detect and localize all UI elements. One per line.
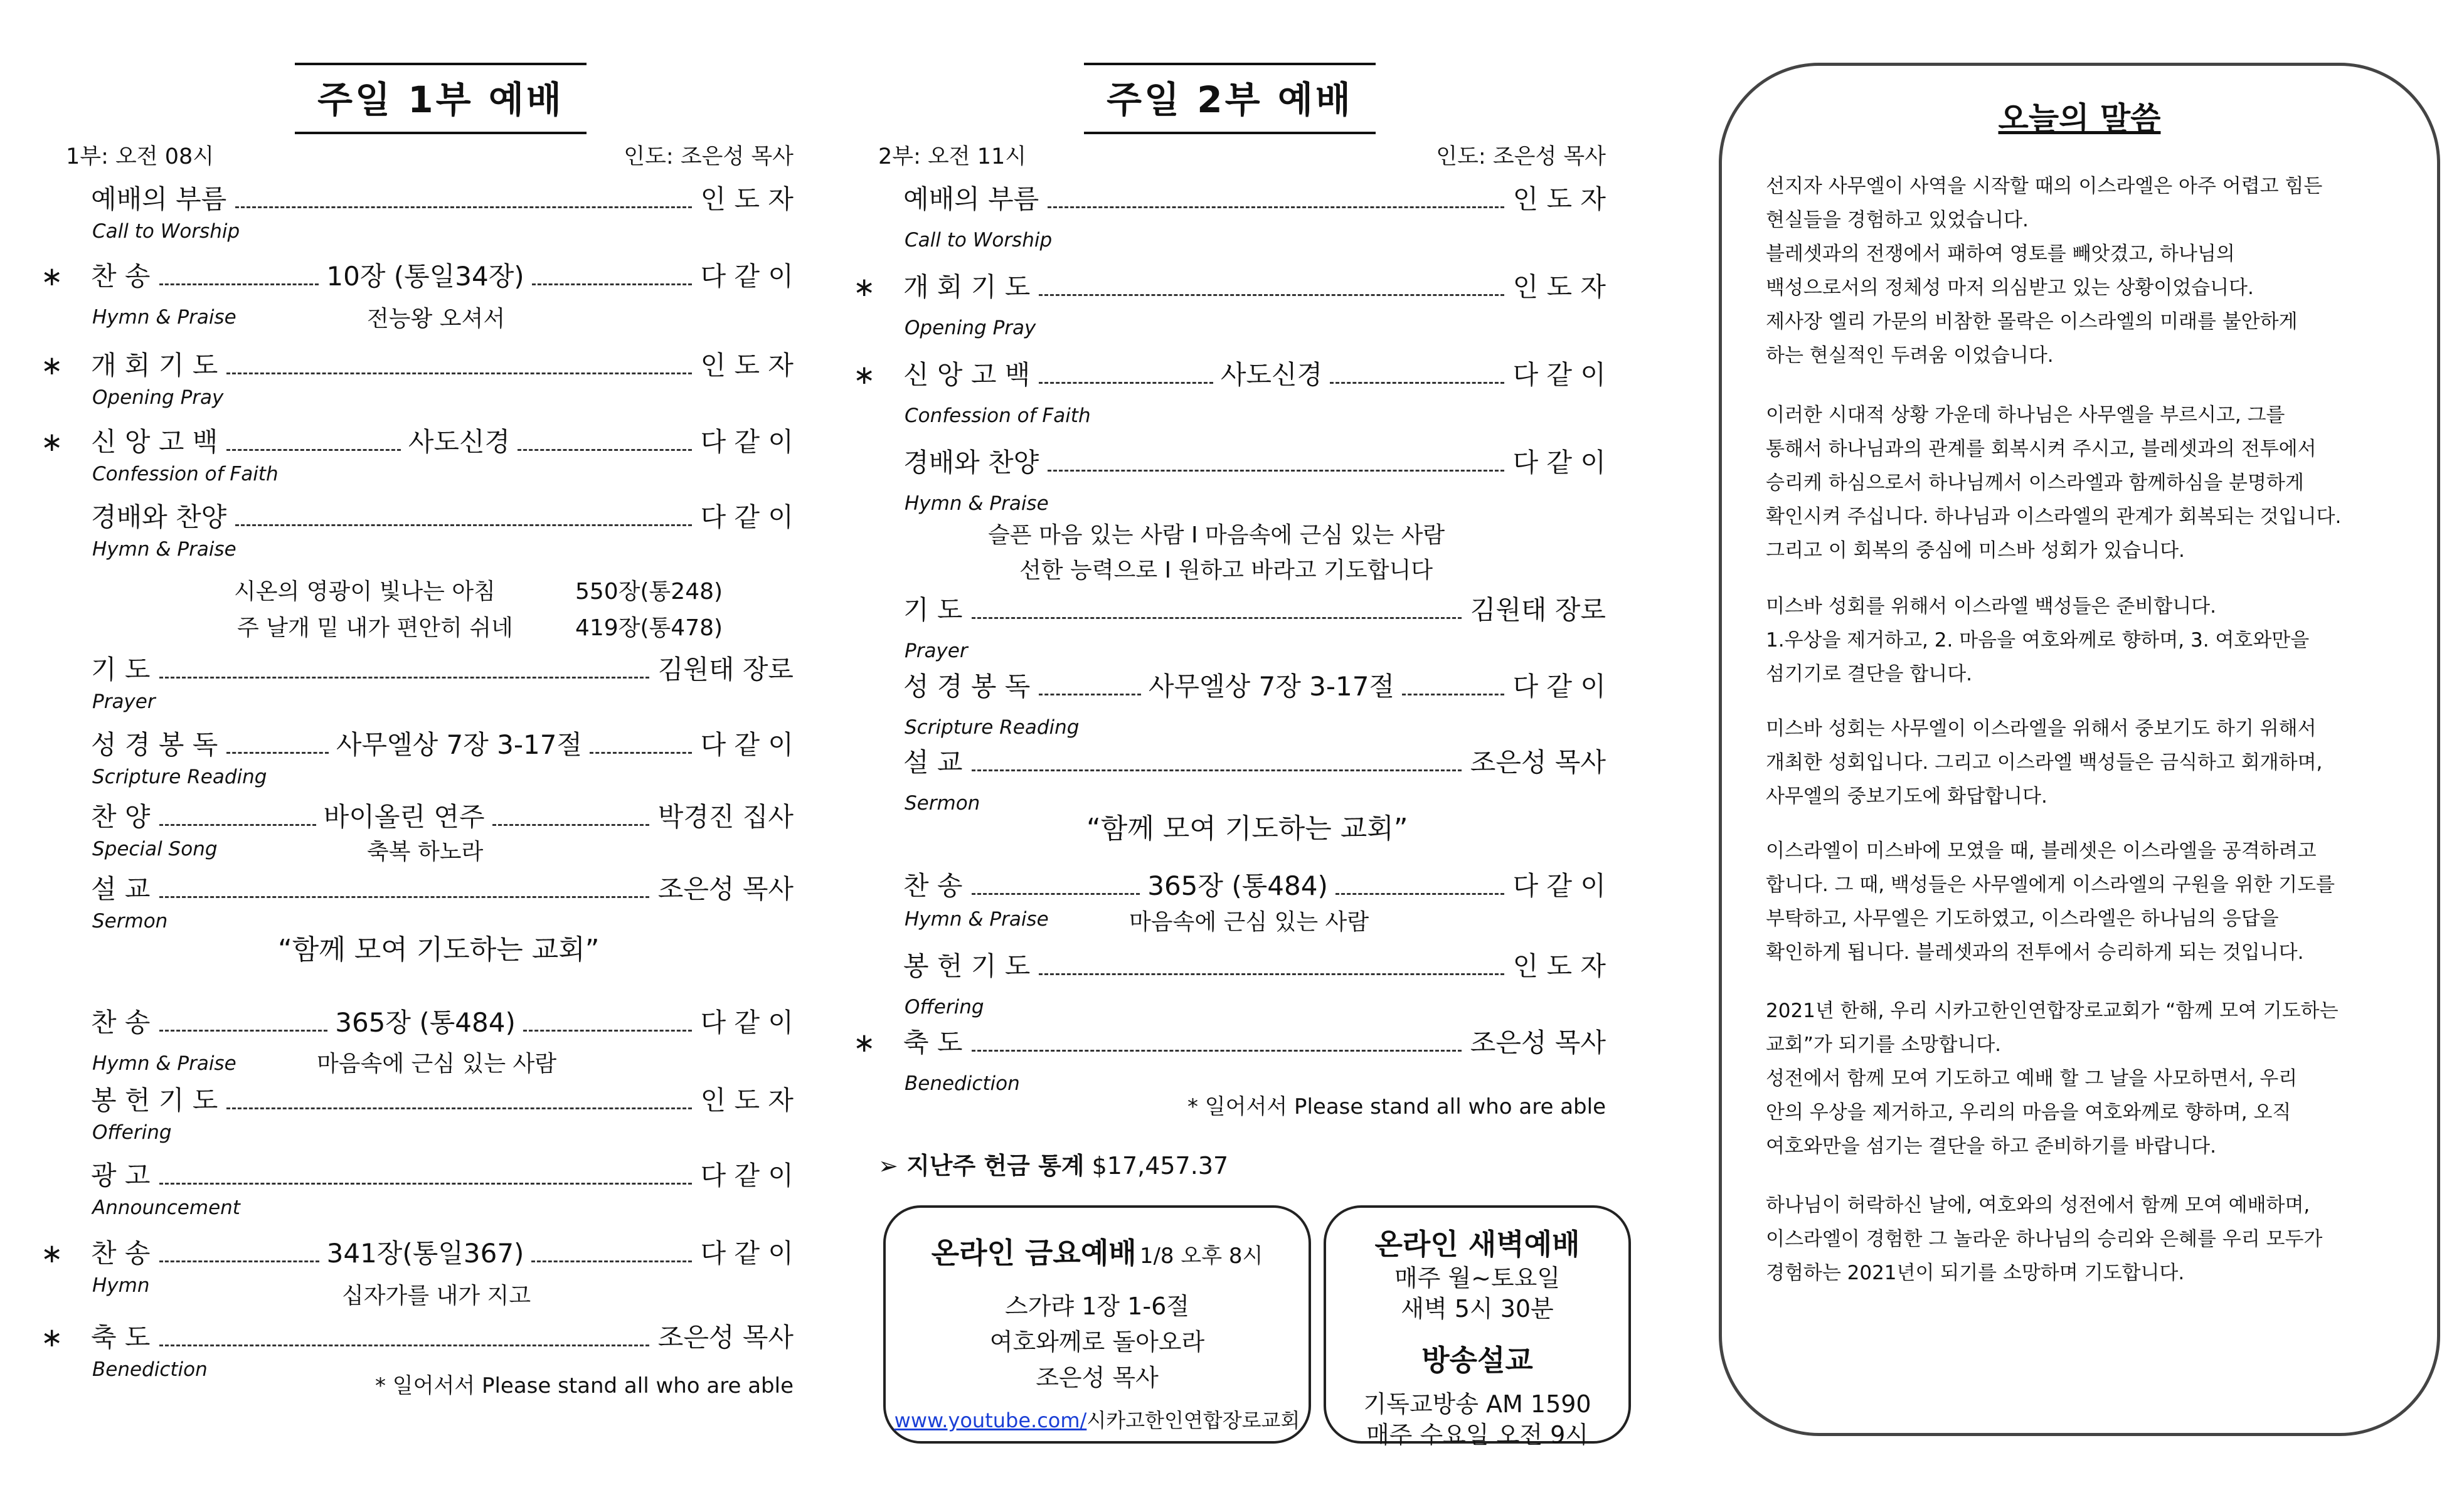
- service2-title: 주일 2부 예배: [1084, 63, 1376, 134]
- item-leader: 인 도 자: [700, 184, 794, 214]
- item-english: Offering: [92, 1121, 172, 1144]
- item-english: Prayer: [92, 690, 156, 713]
- item-english: Opening Pray: [92, 386, 224, 409]
- item-leader: 다 같 이: [700, 1238, 794, 1269]
- order-item: [66, 179, 794, 216]
- word-paragraph: [1766, 994, 2406, 1163]
- service2-time: 2부: 오전 11시: [878, 144, 1027, 169]
- item-label: 성 경 봉 독: [91, 729, 218, 760]
- item-english: Confession of Faith: [92, 463, 279, 485]
- church-motto: “함께 모여 기도하는 교회”: [278, 934, 600, 966]
- item-leader: 다 같 이: [700, 729, 794, 760]
- order-item: [66, 796, 794, 834]
- friday-title: 온라인 금요예배: [931, 1236, 1137, 1270]
- item-detail: 사도신경: [408, 426, 511, 457]
- todays-word-title: 오늘의 말씀: [1998, 100, 2161, 137]
- praise-song-title: 시온의 영광이 빛나는 아침: [234, 579, 496, 605]
- word-line: 안의 우상을 제거하고, 우리의 마음을 여호와께로 향하며, 오직: [1766, 1101, 2291, 1124]
- friday-service-box: [883, 1205, 1311, 1444]
- stand-marker: ∗: [41, 1238, 63, 1269]
- item-english: Hymn & Praise: [92, 1052, 236, 1075]
- order-item: [66, 1155, 794, 1193]
- word-paragraph: [1766, 589, 2406, 691]
- item-english: Benediction: [905, 1072, 1020, 1095]
- item-english: Sermon: [92, 910, 168, 933]
- word-line: 이스라엘이 경험한 그 놀라운 하나님의 승리와 은혜를 우리 모두가: [1766, 1228, 2323, 1250]
- item-english: Prayer: [905, 640, 968, 662]
- word-paragraph: [1766, 398, 2406, 568]
- broadcast-time: 매주 수요일 오전 9시: [1366, 1421, 1589, 1449]
- word-line: 교회”가 되기를 소망합니다.: [1766, 1033, 2002, 1056]
- service1-header: [66, 139, 794, 171]
- word-line: 개최한 성회입니다. 그리고 이스라엘 백성들은 금식하고 회개하며,: [1766, 751, 2323, 774]
- item-english: Hymn & Praise: [905, 492, 1049, 515]
- item-label: 신 앙 고 백: [91, 426, 218, 457]
- item-detail: 10장 (통일34장): [326, 261, 524, 292]
- hymn-title: 축복 하노라: [367, 839, 484, 865]
- item-leader: 인 도 자: [1512, 184, 1606, 214]
- item-english: Offering: [905, 996, 984, 1018]
- item-label: 기 도: [91, 654, 151, 685]
- word-line: 하는 현실적인 두려움 이었습니다.: [1766, 344, 2054, 367]
- item-label: 예배의 부름: [903, 184, 1039, 214]
- item-label: 찬 송: [91, 1007, 151, 1038]
- friday-sermon-title: 여호와께로 돌아오라: [989, 1328, 1205, 1356]
- item-english: Hymn & Praise: [92, 538, 236, 561]
- praise-song-number: 419장(통478): [575, 615, 723, 641]
- order-item: [66, 869, 794, 906]
- dawn-days: 매주 월~토요일: [1394, 1264, 1561, 1292]
- item-english: Hymn & Praise: [905, 908, 1049, 931]
- item-label: 성 경 봉 독: [903, 671, 1031, 702]
- item-label: 찬 양: [91, 801, 151, 832]
- item-leader: 다 같 이: [1512, 447, 1606, 478]
- item-label: 축 도: [91, 1322, 151, 1353]
- item-label: 예배의 부름: [91, 184, 227, 214]
- word-line: 블레셋과의 전쟁에서 패하여 영토를 빼앗겼고, 하나님의: [1766, 243, 2235, 265]
- word-line: 확인하게 됩니다. 블레셋과의 전투에서 승리하게 되는 것입니다.: [1766, 941, 2304, 964]
- word-line: 그리고 이 회복의 중심에 미스바 성회가 있습니다.: [1766, 539, 2185, 562]
- item-detail: 사도신경: [1220, 359, 1323, 390]
- stand-marker: ∗: [853, 1027, 876, 1058]
- word-line: 확인시켜 주십니다. 하나님과 이스라엘의 관계가 회복되는 것입니다.: [1766, 505, 2342, 528]
- item-english: Opening Pray: [905, 317, 1036, 339]
- youtube-channel: 시카고한인연합장로교회: [1086, 1408, 1300, 1432]
- word-paragraph: [1766, 834, 2406, 970]
- item-leader: 조은성 목사: [657, 1322, 794, 1353]
- item-leader: 인 도 자: [1512, 272, 1606, 302]
- word-line: 부탁하고, 사무엘은 기도하였고, 이스라엘은 하나님의 응답을: [1766, 907, 2279, 930]
- offering-label: ➢ 지난주 헌금 통계: [878, 1152, 1085, 1180]
- item-english: Call to Worship: [905, 229, 1053, 251]
- hymn-title: 십자가를 내가 지고: [342, 1283, 531, 1309]
- item-leader: 인 도 자: [1512, 951, 1606, 981]
- item-label: 봉 헌 기 도: [903, 951, 1031, 981]
- word-paragraph: [1766, 169, 2406, 372]
- order-item: [66, 724, 794, 762]
- dawn-service-box: [1324, 1205, 1631, 1449]
- word-line: 제사장 엘리 가문의 비참한 몰락은 이스라엘의 미래를 불안하게: [1766, 310, 2298, 333]
- stand-marker: ∗: [853, 272, 876, 302]
- stand-marker: ∗: [41, 350, 63, 381]
- order-item: [878, 442, 1606, 480]
- praise-song-line: 선한 능력으로 I 원하고 바라고 기도합니다: [1019, 557, 1433, 583]
- service1-leader: 인도: 조은성 목사: [624, 144, 794, 169]
- service2-header: [878, 139, 1606, 171]
- item-detail: 341장(통일367): [326, 1238, 524, 1269]
- word-line: 선지자 사무엘이 사역을 시작할 때의 이스라엘은 아주 어렵고 힘든: [1766, 175, 2323, 198]
- dawn-title: 온라인 새벽예배: [1374, 1227, 1580, 1261]
- broadcast-title: 방송설교: [1421, 1343, 1533, 1377]
- service1-time: 1부: 오전 08시: [66, 144, 215, 169]
- youtube-link-row: [886, 1405, 1309, 1434]
- item-english: Benediction: [92, 1358, 208, 1381]
- item-leader: 인 도 자: [700, 350, 794, 381]
- word-paragraph: [1766, 712, 2406, 813]
- item-leader: 다 같 이: [1512, 671, 1606, 702]
- order-item: [41, 1233, 794, 1271]
- item-english: Hymn & Praise: [92, 306, 236, 329]
- order-item: [853, 354, 1606, 392]
- item-detail: 사무엘상 7장 3-17절: [1148, 671, 1395, 702]
- order-item: [66, 497, 794, 534]
- order-item: [878, 946, 1606, 983]
- offering-stats: [878, 1146, 1228, 1181]
- item-leader: 다 같 이: [700, 502, 794, 532]
- item-english: Scripture Reading: [92, 766, 267, 788]
- word-line: 1.우상을 제거하고, 2. 마음을 여호와께로 향하며, 3. 여호와만을: [1766, 629, 2310, 652]
- hymn-title: 전능왕 오셔서: [367, 306, 506, 332]
- order-item: [878, 742, 1606, 779]
- item-leader: 김원태 장로: [657, 654, 794, 685]
- word-line: 합니다. 그 때, 백성들은 사무엘에게 이스라엘의 구원을 위한 기도를: [1766, 874, 2335, 896]
- item-label: 기 도: [903, 594, 963, 625]
- friday-when: 1/8 오후 8시: [1139, 1244, 1263, 1269]
- item-label: 봉 헌 기 도: [91, 1085, 218, 1116]
- word-line: 승리케 하심으로서 하나님께서 이스라엘과 함께하심을 분명하게: [1766, 472, 2304, 494]
- item-label: 개 회 기 도: [903, 272, 1031, 302]
- item-label: 축 도: [903, 1027, 963, 1058]
- order-item: [878, 865, 1606, 903]
- youtube-link[interactable]: www.youtube.com/: [894, 1408, 1087, 1432]
- item-detail: 사무엘상 7장 3-17절: [336, 729, 583, 760]
- hymn-title: 마음속에 근심 있는 사람: [317, 1051, 557, 1077]
- stand-marker: ∗: [41, 261, 63, 292]
- word-line: 여호와만을 섬기는 결단을 하고 준비하기를 바랍니다.: [1766, 1135, 2216, 1158]
- item-leader: 다 같 이: [1512, 870, 1606, 901]
- church-motto: “함께 모여 기도하는 교회”: [1086, 813, 1408, 845]
- word-line: 경험하는 2021년이 되기를 소망하며 기도합니다.: [1766, 1262, 2185, 1284]
- item-leader: 다 같 이: [700, 1160, 794, 1191]
- word-line: 현실들을 경험하고 있었습니다.: [1766, 209, 2029, 231]
- praise-song-number: 550장(통248): [575, 579, 723, 605]
- word-line: 통해서 하나님과의 관계를 회복시켜 주시고, 블레셋과의 전투에서: [1766, 438, 2317, 460]
- order-item: [878, 666, 1606, 704]
- item-label: 찬 송: [91, 261, 151, 292]
- friday-scripture: 스가랴 1장 1-6절: [1005, 1292, 1189, 1320]
- order-item: [853, 267, 1606, 304]
- order-item: [66, 649, 794, 687]
- item-leader: 다 같 이: [700, 261, 794, 292]
- order-item: [853, 1022, 1606, 1060]
- service2-leader: 인도: 조은성 목사: [1436, 144, 1606, 169]
- item-leader: 조은성 목사: [1470, 1027, 1606, 1058]
- item-leader: 다 같 이: [1512, 359, 1606, 390]
- order-item: [878, 179, 1606, 216]
- item-detail: 365장 (통484): [335, 1007, 516, 1038]
- order-item: [66, 1080, 794, 1118]
- order-item: [41, 345, 794, 383]
- item-detail: 바이올린 연주: [323, 801, 485, 832]
- word-line: 섬기기로 결단을 합니다.: [1766, 663, 1973, 685]
- item-leader: 조은성 목사: [1470, 747, 1606, 778]
- friday-preacher: 조은성 목사: [1036, 1364, 1159, 1392]
- item-english: Special Song: [92, 838, 218, 860]
- item-label: 설 교: [91, 874, 151, 904]
- item-label: 찬 송: [903, 870, 963, 901]
- item-english: Hymn: [92, 1274, 150, 1297]
- broadcast-station: 기독교방송 AM 1590: [1363, 1390, 1591, 1418]
- word-line: 이스라엘이 미스바에 모였을 때, 블레셋은 이스라엘을 공격하려고: [1766, 840, 2317, 862]
- item-english: Sermon: [905, 792, 980, 815]
- item-leader: 다 같 이: [700, 426, 794, 457]
- stand-marker: ∗: [853, 359, 876, 390]
- item-english: Announcement: [92, 1197, 240, 1219]
- stand-note: * 일어서서 Please stand all who are able: [1187, 1094, 1606, 1119]
- item-label: 신 앙 고 백: [903, 359, 1031, 390]
- item-english: Scripture Reading: [905, 716, 1080, 739]
- item-label: 설 교: [903, 747, 963, 778]
- order-item: [41, 421, 794, 459]
- item-label: 개 회 기 도: [91, 350, 218, 381]
- item-detail: 365장 (통484): [1147, 870, 1328, 901]
- item-label: 경배와 찬양: [903, 447, 1039, 478]
- item-leader: 조은성 목사: [657, 874, 794, 904]
- hymn-title: 마음속에 근심 있는 사람: [1129, 909, 1369, 935]
- dawn-time: 새벽 5시 30분: [1401, 1295, 1554, 1323]
- praise-song-line: 슬픈 마음 있는 사람 I 마음속에 근심 있는 사람: [988, 522, 1445, 548]
- order-item: [878, 589, 1606, 627]
- word-line: 미스바 성회를 위해서 이스라엘 백성들은 준비합니다.: [1766, 595, 2216, 618]
- word-line: 이러한 시대적 상황 가운데 하나님은 사무엘을 부르시고, 그를: [1766, 404, 2285, 426]
- word-line: 하나님이 허락하신 날에, 여호와의 성전에서 함께 모여 예배하며,: [1766, 1194, 2310, 1217]
- item-leader: 김원태 장로: [1470, 594, 1606, 625]
- item-leader: 인 도 자: [700, 1085, 794, 1116]
- word-line: 성전에서 함께 모여 기도하고 예배 할 그 날을 사모하면서, 우리: [1766, 1067, 2298, 1090]
- item-label: 경배와 찬양: [91, 502, 227, 532]
- order-item: [41, 256, 794, 293]
- stand-note: * 일어서서 Please stand all who are able: [374, 1373, 794, 1398]
- item-leader: 다 같 이: [700, 1007, 794, 1038]
- item-label: 찬 송: [91, 1238, 151, 1269]
- word-line: 백성으로서의 정체성 마저 의심받고 있는 상황이었습니다.: [1766, 277, 2254, 299]
- item-label: 광 고: [91, 1160, 151, 1191]
- word-line: 미스바 성회는 사무엘이 이스라엘을 위해서 중보기도 하기 위해서: [1766, 717, 2317, 740]
- offering-amount: $17,457.37: [1091, 1152, 1229, 1180]
- order-item: [66, 1002, 794, 1040]
- item-english: Confession of Faith: [905, 404, 1091, 427]
- item-leader: 박경진 집사: [657, 801, 794, 832]
- praise-song-title: 주 날개 밑 내가 편안히 쉬네: [237, 615, 513, 641]
- word-line: 2021년 한해, 우리 시카고한인연합장로교회가 “함께 모여 기도하는: [1766, 1000, 2339, 1022]
- stand-marker: ∗: [41, 1322, 63, 1353]
- todays-word-panel: [1719, 63, 2440, 1436]
- service1-title: 주일 1부 예배: [295, 63, 587, 134]
- word-line: 사무엘의 중보기도에 화답합니다.: [1766, 785, 2047, 808]
- item-english: Call to Worship: [92, 220, 240, 243]
- order-item: [41, 1317, 794, 1355]
- word-paragraph: [1766, 1188, 2406, 1290]
- stand-marker: ∗: [41, 426, 63, 457]
